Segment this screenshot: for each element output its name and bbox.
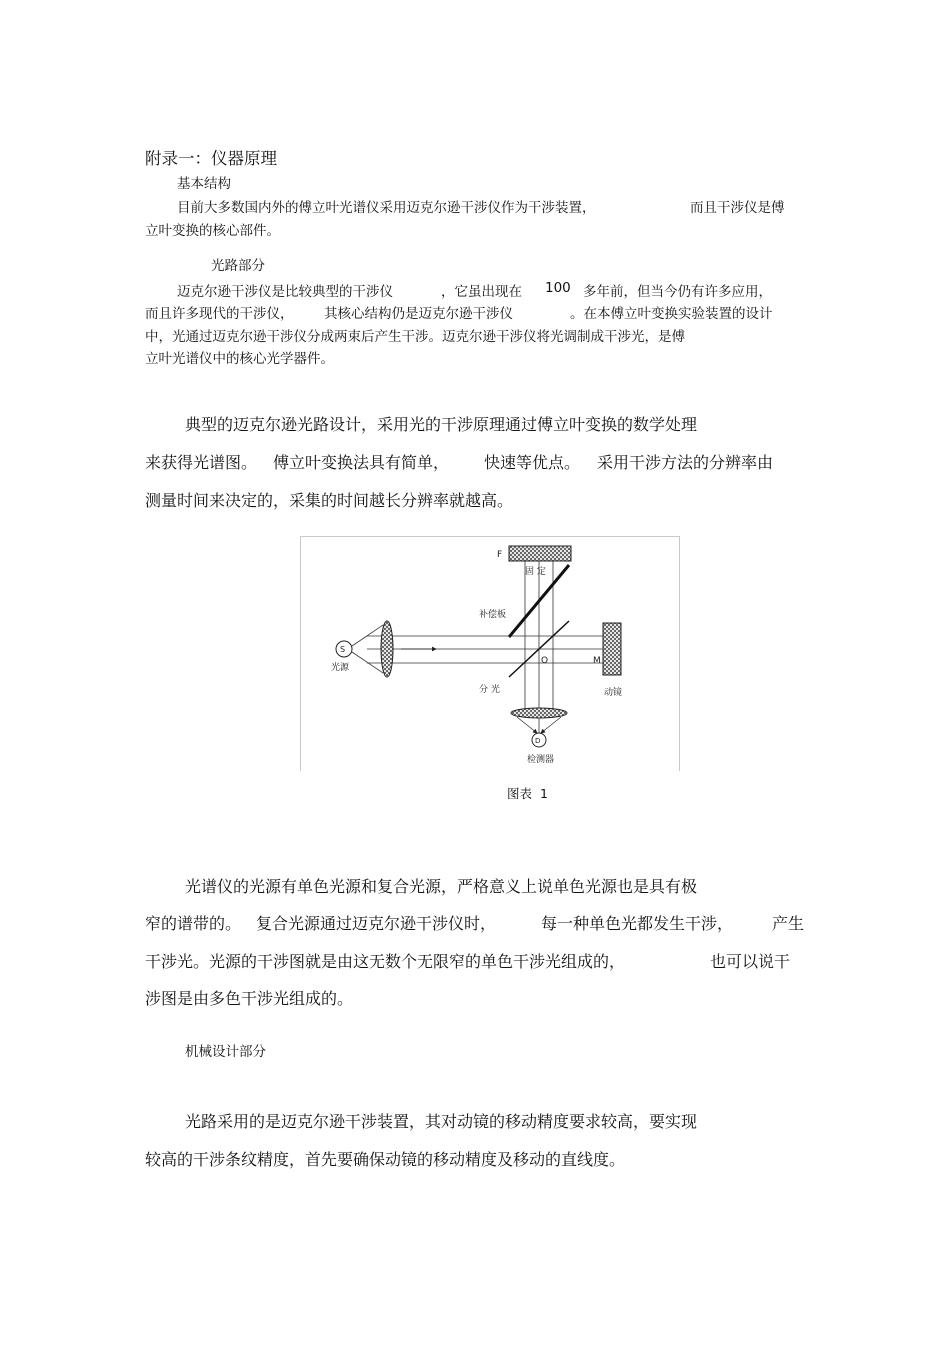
focusing-lens (511, 708, 567, 718)
compensator-label: 补偿板 (479, 610, 507, 620)
paragraph-line: 也可以说干 (710, 952, 791, 971)
paragraph-line: 100 (545, 280, 571, 296)
paragraph-line: 多年前，但当今仍有许多应用， (583, 284, 772, 300)
paragraph-line: 中，光通过迈克尔逊干涉仪分成两束后产生干涉。迈克尔逊干涉仪将光调制成干涉光，是傅 (145, 329, 685, 345)
paragraph-line: 而且许多现代的干涉仪， (145, 306, 294, 322)
source-label: 光源 (331, 663, 350, 673)
paragraph-line: 典型的迈克尔逊光路设计，采用光的干涉原理通过傅立叶变换的数学处理 (185, 415, 698, 434)
paragraph-line: 立叶光谱仪中的核心光学器件。 (145, 351, 334, 367)
paragraph-line: 快速等优点。 (484, 453, 581, 472)
paragraph-line: 产生 (772, 914, 805, 933)
splitter-label: 分 光 (479, 685, 500, 695)
detector-label: 检测器 (527, 755, 555, 765)
o-point-label: O (541, 656, 549, 666)
fixed-mirror-tag: F (497, 550, 503, 560)
paragraph-line: 光谱仪的光源有单色光源和复合光源，严格意义上说单色光源也是具有极 (185, 877, 698, 896)
paragraph-line: 窄的谱带的。 (145, 914, 242, 933)
source-s-label: S (340, 645, 346, 654)
interferometer-diagram (301, 537, 679, 771)
paragraph-line: 其核心结构仍是迈克尔逊干涉仪 (324, 306, 513, 322)
paragraph-line: 采用干涉方法的分辨率由 (597, 453, 774, 472)
appendix-heading: 附录一：仪器原理 (145, 149, 277, 168)
fixed-mirror-label: 固 定 (525, 567, 546, 577)
paragraph-line: 干涉光。光源的干涉图就是由这无数个无限窄的单色干涉光组成的， (145, 952, 626, 971)
paragraph-line: 每一种单色光都发生干涉， (541, 914, 734, 933)
fixed-mirror (509, 546, 571, 561)
paragraph-line: 测量时间来决定的，采集的时间越长分辨率就越高。 (145, 491, 514, 510)
michelson-interferometer-figure (300, 536, 680, 771)
paragraph-line: 复合光源通过迈克尔逊干涉仪时， (256, 914, 497, 933)
paragraph-line: 来获得光谱图。 (145, 453, 258, 472)
moving-mirror (603, 623, 621, 675)
paragraph-line: ，它虽出现在 (441, 284, 522, 300)
paragraph-line: 立叶变换的核心部件。 (145, 223, 280, 239)
paragraph-line: 较高的干涉条纹精度，首先要确保动镜的移动精度及移动的直线度。 (145, 1150, 626, 1169)
paragraph-line: 目前大多数国内外的傅立叶光谱仪采用迈克尔逊干涉仪作为干涉装置， (177, 200, 596, 216)
moving-mirror-label: 动镜 (604, 688, 623, 698)
section-title-optical-path: 光路部分 (211, 258, 265, 274)
paragraph-line: 傅立叶变换法具有简单， (273, 453, 450, 472)
paragraph-line: 涉图是由多色干涉光组成的。 (145, 989, 354, 1008)
section-title-mechanical: 机械设计部分 (185, 1044, 266, 1060)
figure-caption: 图表 1 (507, 786, 548, 801)
collimating-lens (381, 621, 393, 677)
section-title-basic-structure: 基本结构 (177, 176, 231, 192)
paragraph-line: 。在本傅立叶变换实验装置的设计 (570, 306, 773, 322)
m-tag: M (593, 656, 601, 666)
paragraph-line: 光路采用的是迈克尔逊干涉装置，其对动镜的移动精度要求较高，要实现 (185, 1112, 698, 1131)
paragraph-line: 而且干涉仪是傅 (690, 200, 785, 216)
detector-d-label: D (535, 737, 541, 745)
paragraph-line: 迈克尔逊干涉仪是比较典型的干涉仪 (177, 284, 393, 300)
